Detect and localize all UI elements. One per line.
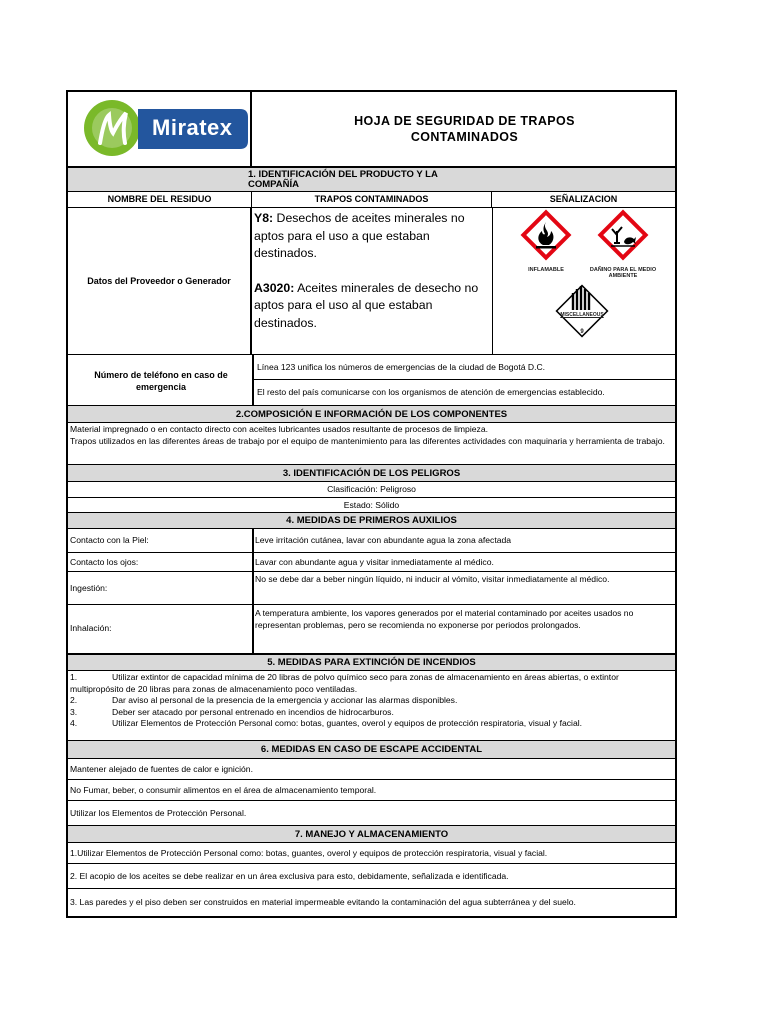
fire-measure-1: [70, 672, 675, 684]
section-2-header: 2.COMPOSICIÓN E INFORMACIÓN DE LOS COMPONENTES: [68, 406, 675, 422]
fire-measure-1-number: 1.: [70, 672, 78, 682]
fire-measure-3-text: Deber ser atacado por personal entrenado en incendios de hidrocarburos.: [112, 706, 394, 717]
pictogram-environment-label: DAÑINO PARA EL MEDIO AMBIENTE: [589, 267, 657, 279]
pictogram-class-number: 9: [580, 329, 584, 335]
section-5-header: 5. MEDIDAS PARA EXTINCIÓN DE INCENDIOS: [68, 655, 675, 670]
first-aid-ingestion-label: Ingestión:: [70, 582, 108, 593]
fire-measure-4-text: Utilizar Elementos de Protección Personal como: botas, guantes, overol y equipos de protección respiratoria, visual y facial.: [112, 718, 583, 728]
fire-measure-4-number: 4.: [70, 718, 78, 728]
spill-measure-1: Mantener alejado de fuentes de calor e ignición.: [70, 763, 253, 774]
fire-measure-1-continued: multipropósito de 20 libras para zonas de almacenamiento poco ventiladas.: [70, 683, 358, 694]
section-2-composition: Material impregnado o en contacto directo con aceites lubricantes usados resultante de procesos de limpieza. Trapos utilizados en las diferentes áreas de trabajo por el equipo de mantenimiento para las diferentes actividades con maquinaria y herramienta de trabajo.: [70, 424, 665, 446]
section-1-header: [68, 168, 675, 191]
ghs-pictograms: [494, 209, 675, 353]
first-aid-ingestion-value: No se debe dar a beber ningún líquido, ni inducir al vómito, visitar inmediatamente al médico.: [255, 574, 610, 584]
fire-measures-list: [70, 672, 675, 737]
fire-measure-3-number: 3.: [70, 706, 78, 717]
telefono-nacional: El resto del país comunicarse con los organismos de atención de emergencias establecido.: [257, 387, 605, 397]
first-aid-eyes-label: Contacto los ojos:: [70, 556, 139, 567]
pictogram-flammable-label: INFLAMABLE: [528, 267, 564, 273]
fire-measure-2-text: Dar aviso al personal de la presencia de la emergencia y accionar las alarmas disponibles.: [112, 695, 458, 705]
company-logo: [82, 99, 250, 157]
y8-description: [254, 210, 490, 263]
handling-item-3: 3. Las paredes y el piso deben ser construidos en material impermeable evitando la contaminación del agua subterránea y del suelo.: [70, 897, 576, 907]
telefono-label: Número de teléfono en caso de emergencia: [94, 369, 228, 392]
environment-icon: [597, 209, 649, 261]
pictogram-miscellaneous-label: MISCELLANEOUS: [560, 312, 604, 318]
pictogram-flammable: [516, 209, 576, 289]
first-aid-eyes-value: Lavar con abundante agua y visitar inmediatamente al médico.: [255, 556, 494, 567]
spill-measure-2: No Fumar, beber, o consumir alimentos en el área de almacenamiento temporal.: [70, 784, 377, 795]
handling-item-1: 1.Utilizar Elementos de Protección Personal como: botas, guantes, overol y equipos de protección respiratoria, visual y facial.: [70, 847, 548, 858]
spill-measure-3: Utilizar los Elementos de Protección Personal.: [70, 807, 247, 818]
telefono-bogota: Línea 123 unifica los números de emergencias de la ciudad de Bogotá D.C.: [257, 361, 546, 372]
flame-icon: [520, 209, 572, 261]
hazard-classification: Clasificación: Peligroso: [327, 484, 416, 494]
section-1-title-line-2: COMPAÑÍA: [248, 179, 300, 190]
fire-measure-2-number: 2.: [70, 695, 78, 705]
pictogram-miscellaneous: [550, 279, 614, 351]
document-title: [252, 92, 677, 166]
physical-state: Estado: Sólido: [343, 499, 400, 510]
col-header-trapos: TRAPOS CONTAMINADOS: [252, 192, 492, 207]
fire-measure-4: [70, 718, 675, 730]
y8-text: Desechos de aceites minerales no aptos para el uso a que estaban destinados.: [254, 211, 465, 260]
proveedor-label: Datos del Proveedor o Generador: [68, 208, 252, 354]
residue-description: [254, 210, 490, 352]
a3020-text: Aceites minerales de desecho no aptos para el uso al que estaban destinados.: [254, 280, 479, 330]
fire-measure-3: [70, 707, 675, 719]
first-aid-skin-value: Leve irritación cutánea, lavar con abundante agua la zona afectada: [255, 535, 512, 545]
logo-text: Miratex: [152, 115, 233, 140]
a3020-description: [254, 280, 490, 333]
first-aid-skin-label: Contacto con la Piel:: [70, 535, 149, 545]
col-header-senalizacion: SEÑALIZACION: [549, 194, 618, 204]
first-aid-inhalation-label: Inhalación:: [70, 623, 112, 633]
col-header-residuo: NOMBRE DEL RESIDUO: [68, 192, 252, 207]
section-1-title-line-1: 1. IDENTIFICACIÓN DEL PRODUCTO Y LA: [248, 169, 438, 180]
section-4-header: 4. MEDIDAS DE PRIMEROS AUXILIOS: [68, 513, 675, 528]
section-3-header: 3. IDENTIFICACIÓN DE LOS PELIGROS: [68, 465, 675, 481]
title-line-1: HOJA DE SEGURIDAD DE TRAPOS: [354, 114, 575, 128]
safety-data-sheet: [66, 90, 677, 918]
section-6-header: 6. MEDIDAS EN CASO DE ESCAPE ACCIDENTAL: [68, 741, 675, 758]
logo-cell: [68, 92, 252, 166]
handling-item-2: 2. El acopio de los aceites se debe realizar en un área exclusiva para esto, debidamente, señalizada e identificada.: [70, 870, 509, 881]
fire-measure-2: [70, 695, 675, 707]
section-7-header: 7. MANEJO Y ALMACENAMIENTO: [68, 826, 675, 842]
pictogram-environment: [588, 209, 658, 289]
title-line-2: CONTAMINADOS: [410, 130, 519, 144]
y8-code: Y8:: [254, 211, 274, 225]
fire-measure-1-text: Utilizar extintor de capacidad mínima de 20 libras de polvo químico seco para zonas de almacenamiento en áreas abiertas, o extintor: [112, 672, 619, 682]
first-aid-inhalation-value: A temperatura ambiente, los vapores generados por el material contaminado por aceites usados no representan problemas, pero se recomienda no exponerse por periodos prolongados.: [255, 608, 634, 630]
a3020-code: A3020:: [254, 280, 295, 295]
